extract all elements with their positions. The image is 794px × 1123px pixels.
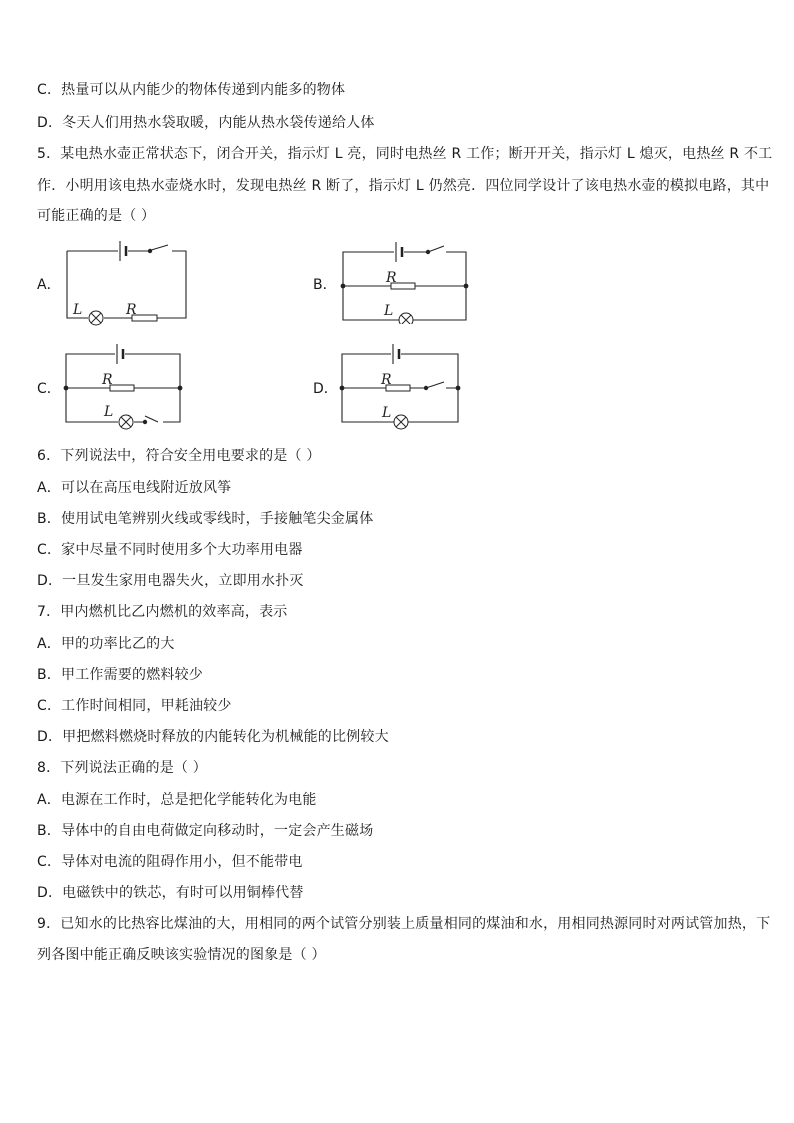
q5-option-b-label: B． [313,277,337,293]
label-l: L [382,405,392,421]
junction-node [341,284,346,289]
q5-stem-line2: 作．小明用该电热水壶烧水时，发现电热丝 R 断了，指示灯 L 仍然亮．四位同学设计了该电热水壶的模拟电路，其中 [37,178,770,194]
circuit-diagram-a [60,236,200,328]
q5-option-a-label: A． [37,277,61,293]
q8-option-c: C．导体对电流的阻碍作用小，但不能带电 [37,854,303,870]
q5-stem-line1: 5．某电热水壶正常状态下，闭合开关，指示灯 L 亮，同时电热丝 R 工作；断开开关，指示灯 L 熄灭，电热丝 R 不工 [37,146,773,162]
label-r: R [126,302,137,318]
q7-stem: 7．甲内燃机比乙内燃机的效率高，表示 [37,604,288,620]
q6-option-d: D．一旦发生家用电器失火，立即用水扑灭 [37,573,304,589]
q6-option-a: A．可以在高压电线附近放风筝 [37,480,232,496]
q7-option-d: D．甲把燃料燃烧时释放的内能转化为机械能的比例较大 [37,729,389,745]
lamp-l [119,415,133,429]
label-r: R [386,270,397,286]
lamp-l [394,415,408,429]
q4-option-d: D．冬天人们用热水袋取暖，内能从热水袋传递给人体 [37,115,375,131]
q5-option-c-label: C． [37,381,61,397]
lamp-l [399,313,413,324]
q4-option-c: C．热量可以从内能少的物体传递到内能多的物体 [37,82,346,98]
circuit-diagram-b [336,238,476,324]
q8-stem: 8．下列说法正确的是（ ） [37,760,207,776]
q6-stem: 6．下列说法中，符合安全用电要求的是（ ） [37,448,321,464]
q7-option-a: A．甲的功率比乙的大 [37,636,175,652]
label-l: L [384,303,394,319]
junction-node [340,386,345,391]
circuit-diagram-d [336,342,466,430]
lamp-l [89,311,103,325]
label-r: R [102,372,113,388]
q9-stem-line1: 9．已知水的比热容比煤油的大，用相同的两个试管分别装上质量相同的煤油和水，用相同热源同时对两试管加热，下 [37,916,771,932]
q6-option-c: C．家中尽量不同时使用多个大功率用电器 [37,542,303,558]
junction-node [64,386,69,391]
q9-stem-line2: 列各图中能正确反映该实验情况的图象是（ ） [37,947,326,963]
q5-option-d-label: D． [313,381,338,397]
circuit-diagram-c [60,342,190,430]
junction-node [178,386,183,391]
q8-option-a: A．电源在工作时，总是把化学能转化为电能 [37,792,317,808]
q6-option-b: B．使用试电笔辨别火线或零线时，手接触笔尖金属体 [37,511,374,527]
label-l: L [104,404,114,420]
junction-node [464,284,469,289]
switch-pivot [148,249,152,253]
q7-option-b: B．甲工作需要的燃料较少 [37,667,204,683]
label-r: R [381,372,392,388]
q8-option-d: D．电磁铁中的铁芯，有时可以用铜棒代替 [37,885,304,901]
junction-node [456,386,461,391]
label-l: L [73,302,83,318]
q8-option-b: B．导体中的自由电荷做定向移动时，一定会产生磁场 [37,823,374,839]
switch-pivot [143,420,147,424]
switch-pivot [426,250,430,254]
switch-pivot [424,386,428,390]
q5-stem-line3: 可能正确的是（ ） [37,208,156,224]
q7-option-c: C．工作时间相同，甲耗油较少 [37,698,232,714]
resistor-r [110,385,134,391]
